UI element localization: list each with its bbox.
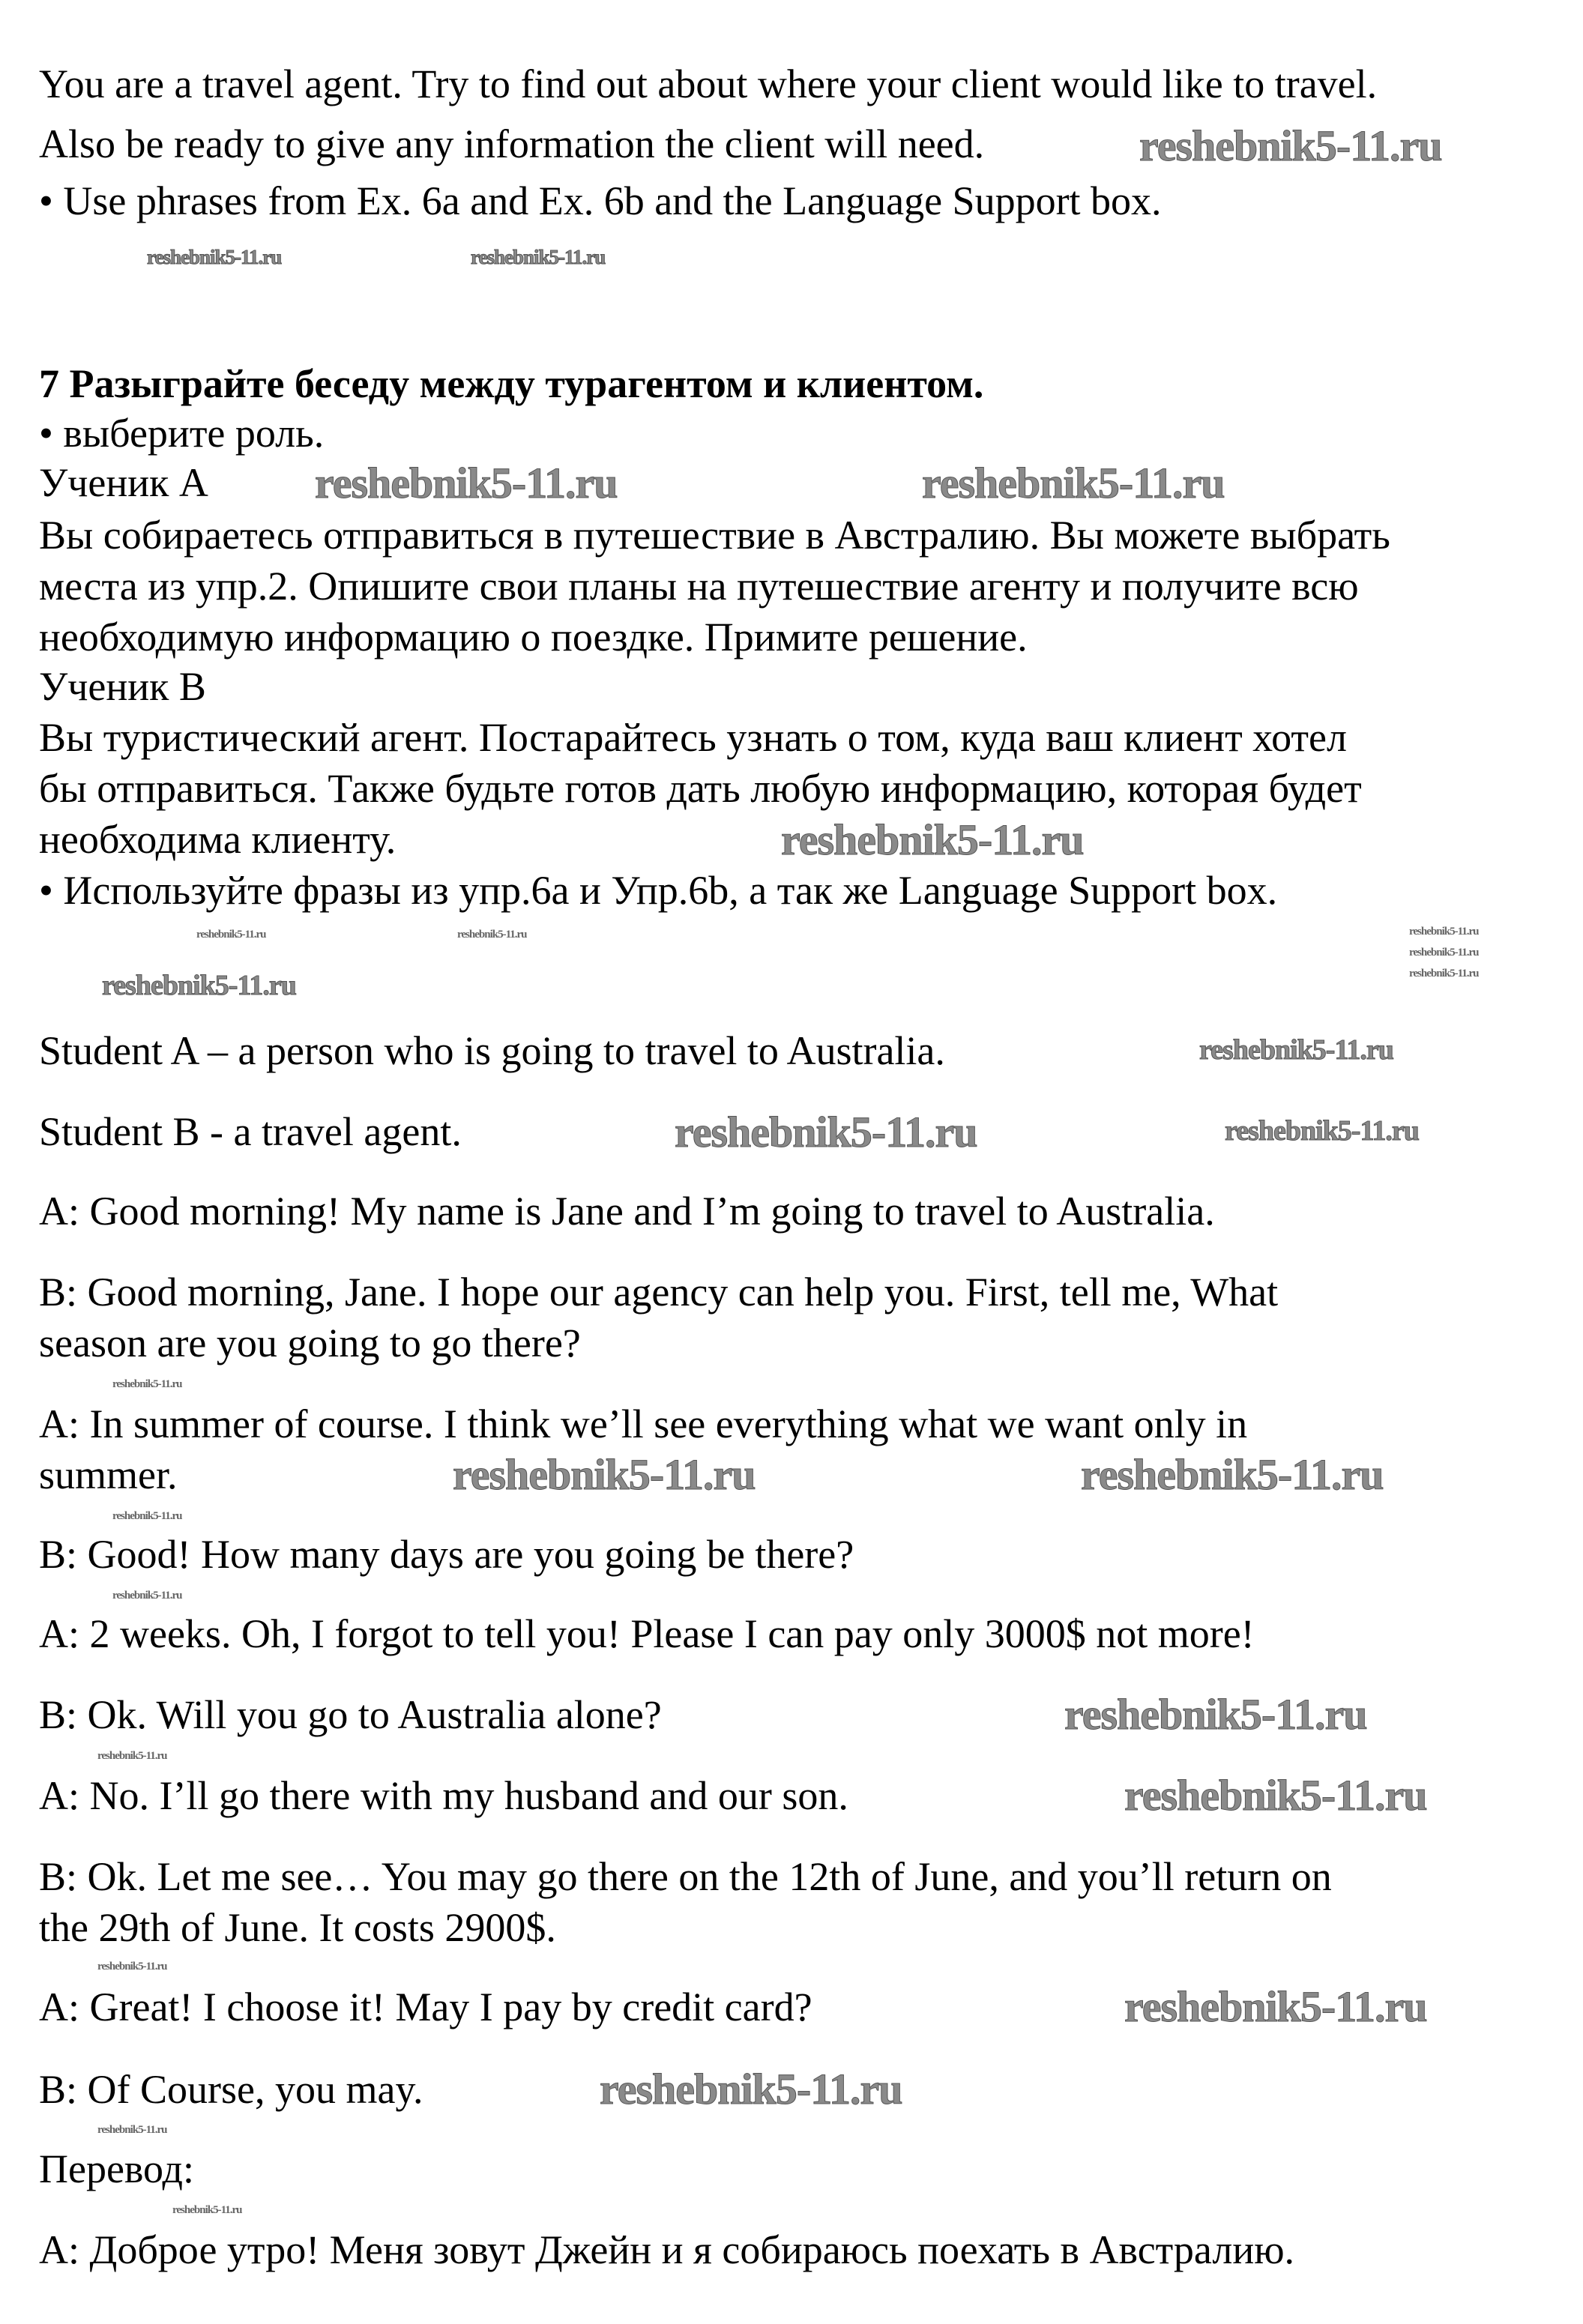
watermark: reshebnik5-11.ru: [600, 2065, 902, 2113]
student-b-text: Вы туристический агент. Постарайтесь узнать о том, куда ваш клиент хотел бы отправиться. Также будьте готов дать любую информацию, которая будет необходима клиенту.: [39, 715, 1362, 862]
watermark: reshebnik5-11.ru: [97, 1961, 167, 1973]
dialogue-line: A: In summer of course. I think we’ll see everything what we want only in summer.: [39, 1401, 1248, 1497]
translation-line: A: Доброе утро! Меня зовут Джейн и я собираюсь поехать в Австралию.: [39, 2227, 1295, 2272]
watermark: reshebnik5-11.ru: [922, 459, 1225, 507]
watermark: reshebnik5-11.ru: [1409, 947, 1479, 959]
task-bullet-phrases: • Используйте фразы из упр.6а и Упр.6b, а так же Language Support box.: [39, 868, 1278, 913]
dialogue-line: B: Ok. Will you go to Australia alone?: [39, 1692, 662, 1737]
watermark: reshebnik5-11.ru: [1139, 121, 1442, 170]
watermark: reshebnik5-11.ru: [112, 1378, 182, 1390]
dialogue-line: B: Ok. Let me see… You may go there on the 12th of June, and you’ll return on the 29th of June. It costs 2900$.: [39, 1854, 1332, 1950]
watermark: reshebnik5-11.ru: [1199, 1034, 1393, 1066]
watermark: reshebnik5-11.ru: [97, 2124, 167, 2136]
student-a-label: Ученик A: [39, 460, 208, 505]
watermark: reshebnik5-11.ru: [1124, 1982, 1427, 2031]
intro-line-2: Also be ready to give any information the client will need.: [39, 121, 985, 166]
dialogue-line: B: Good morning, Jane. I hope our agency can help you. First, tell me, What season are you going to go there?: [39, 1270, 1279, 1365]
task-heading: 7 Разыграйте беседу между турагентом и клиентом.: [39, 361, 984, 406]
watermark: reshebnik5-11.ru: [112, 1590, 182, 1602]
intro-line-1: You are a travel agent. Try to find out about where your client would like to travel.: [39, 61, 1378, 106]
student-b-label: Ученик B: [39, 664, 206, 709]
watermark: reshebnik5-11.ru: [172, 2204, 242, 2216]
watermark: reshebnik5-11.ru: [1409, 926, 1479, 938]
student-a-text: Вы собираетесь отправиться в путешествие в Австралию. Вы можете выбрать места из упр.2. Опишите свои планы на путешествие агенту и получите всю необходимую информацию о поездке. Примите решение.: [39, 513, 1390, 660]
watermark: reshebnik5-11.ru: [315, 459, 618, 507]
watermark: reshebnik5-11.ru: [675, 1108, 977, 1156]
role-a: Student A – a person who is going to travel to Australia.: [39, 1028, 945, 1073]
watermark: reshebnik5-11.ru: [471, 246, 606, 268]
watermark: reshebnik5-11.ru: [97, 1750, 167, 1762]
watermark: reshebnik5-11.ru: [453, 1450, 756, 1499]
dialogue-line: A: Good morning! My name is Jane and I’m going to travel to Australia.: [39, 1189, 1215, 1234]
translation-label: Перевод:: [39, 2146, 194, 2191]
watermark: reshebnik5-11.ru: [196, 929, 266, 941]
watermark: reshebnik5-11.ru: [457, 929, 527, 941]
intro-bullet: • Use phrases from Ex. 6a and Ex. 6b and the Language Support box.: [39, 178, 1162, 223]
dialogue-line: A: 2 weeks. Oh, I forgot to tell you! Please I can pay only 3000$ not more!: [39, 1611, 1255, 1656]
dialogue-line: A: Great! I choose it! May I pay by credit card?: [39, 1985, 812, 2029]
watermark: reshebnik5-11.ru: [1064, 1690, 1367, 1739]
watermark: reshebnik5-11.ru: [781, 815, 1084, 864]
watermark: reshebnik5-11.ru: [147, 246, 282, 268]
watermark: reshebnik5-11.ru: [102, 970, 296, 1001]
watermark: reshebnik5-11.ru: [1409, 968, 1479, 980]
dialogue-line: B: Of Course, you may.: [39, 2067, 423, 2112]
dialogue-line: B: Good! How many days are you going be there?: [39, 1532, 854, 1577]
role-b: Student B - a travel agent.: [39, 1109, 462, 1154]
task-bullet-role: • выберите роль.: [39, 411, 325, 456]
watermark: reshebnik5-11.ru: [1081, 1450, 1384, 1499]
watermark: reshebnik5-11.ru: [1124, 1771, 1427, 1820]
dialogue-line: A: No. I’ll go there with my husband and our son.: [39, 1773, 848, 1818]
watermark: reshebnik5-11.ru: [1225, 1115, 1419, 1147]
watermark: reshebnik5-11.ru: [112, 1510, 182, 1522]
